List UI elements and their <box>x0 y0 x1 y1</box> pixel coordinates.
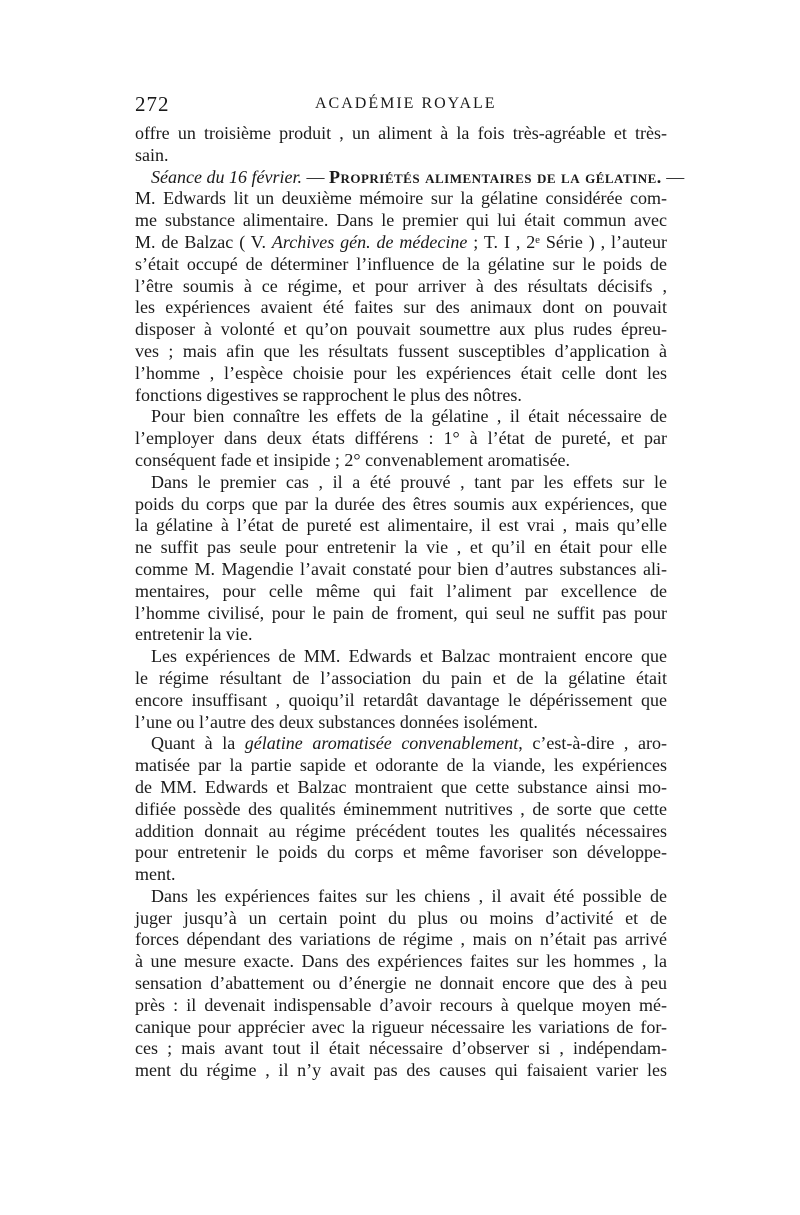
text-line: la gélatine à l’état de pureté est alimentaire, il est vrai , mais qu’elle <box>135 515 667 536</box>
text-segment: — <box>301 166 329 187</box>
text-line: le régime résultant de l’association du pain et de la gélatine était <box>135 667 667 688</box>
text-line: forces dépendant des variations de régime , mais on n’était pas arrivé <box>135 929 667 950</box>
text-line: Dans le premier cas , il a été prouvé , tant par les effets sur le <box>151 471 667 492</box>
text-line: comme M. Magendie l’avait constaté pour bien d’autres substances ali- <box>135 558 667 579</box>
text-line: conséquent fade et insipide ; 2° convenablement aromatisée. <box>135 449 571 470</box>
text-line: l’homme civilisé, pour le pain de froment, qui seul ne suffit pas pour <box>135 602 667 623</box>
text-line: sensation d’abattement ou d’énergie ne donnait encore que des à peu <box>135 973 667 994</box>
body-text <box>135 123 685 1082</box>
text-line: M. Edwards lit un deuxième mémoire sur la gélatine considérée com- <box>135 188 667 209</box>
text-line: ces ; mais avant tout il était nécessaire d’observer si , indépendam- <box>135 1038 667 1059</box>
text-segment: Quant à la <box>151 733 245 754</box>
text-line: difiée possède des qualités éminemment nutritives , de sorte que cette <box>135 798 667 819</box>
text-line: l’homme , l’espèce choisie pour les expériences était celle dont les <box>135 362 667 383</box>
text-line: matisée par la partie sapide et odorante de la viande, les expériences <box>135 755 667 776</box>
text-segment: Archives gén. de médecine <box>271 231 468 252</box>
text-line: ment du régime , il n’y avait pas des causes qui faisaient varier les <box>135 1060 667 1081</box>
page-header <box>135 92 667 122</box>
text-line: canique pour apprécier avec la rigueur nécessaire les variations de for- <box>135 1016 667 1037</box>
text-segment: ; T. I , 2ᵉ Série ) , l’auteur <box>467 231 668 252</box>
text-segment: , c’est-à-dire , aro- <box>518 733 668 754</box>
text-line: l’une ou l’autre des deux substances données isolément. <box>135 711 538 732</box>
text-line: l’être soumis à ce régime, et pour arriver à des résultats décisifs , <box>135 275 667 296</box>
text-segment: Séance du 16 février. <box>151 166 302 187</box>
text-segment: M. de Balzac ( V. <box>135 231 272 252</box>
text-line: poids du corps que par la durée des êtres soumis aux expériences, que <box>135 493 667 514</box>
text-line: juger jusqu’à un certain point du plus ou moins d’activité et de <box>135 907 667 928</box>
text-line: mentaires, pour celle même qui fait l’aliment par excellence de <box>135 580 667 601</box>
text-line: ne suffit pas seule pour entretenir la vie , et qu’il en était pour elle <box>135 537 667 558</box>
text-segment: gélatine aromatisée convenablement <box>244 733 519 754</box>
text-line: offre un troisième produit , un aliment à la fois très-agréable et très- <box>135 123 667 143</box>
text-line <box>135 733 667 755</box>
text-segment: Propriétés alimentaires de la gélatine. <box>328 166 662 187</box>
text-line: sain. <box>135 144 169 165</box>
text-segment: — <box>661 166 685 187</box>
text-line: encore insuffisant , quoiqu’il retardât davantage le dépérissement que <box>135 689 667 710</box>
text-line: addition donnait au régime précédent toutes les qualités nécessaires <box>135 820 667 841</box>
text-line: ment. <box>135 864 176 885</box>
text-line: Pour bien connaître les effets de la gélatine , il était nécessaire de <box>151 406 667 427</box>
text-line <box>135 232 667 254</box>
text-line: fonctions digestives se rapprochent le plus des nôtres. <box>135 384 522 405</box>
text-line <box>135 166 685 189</box>
text-line: l’employer dans deux états différens : 1° à l’état de pureté, et par <box>135 428 667 449</box>
text-line: de MM. Edwards et Balzac montraient que cette substance ainsi mo- <box>135 776 667 797</box>
text-line: ves ; mais afin que les résultats fussent susceptibles d’application à <box>135 340 667 361</box>
text-line: s’était occupé de déterminer l’influence de la gélatine sur le poids de <box>135 253 667 274</box>
text-line: près : il devenait indispensable d’avoir recours à quelque moyen mé- <box>135 994 667 1015</box>
running-head: ACADÉMIE ROYALE <box>315 95 497 112</box>
text-line: à une mesure exacte. Dans des expériences faites sur les hommes , la <box>135 951 667 972</box>
text-line: les expériences avaient été faites sur des animaux dont on pouvait <box>135 297 667 318</box>
page-number: 272 <box>135 92 170 116</box>
text-line: Les expériences de MM. Edwards et Balzac montraient encore que <box>151 646 667 667</box>
text-line: pour entretenir le poids du corps et même favoriser son développe- <box>135 842 667 863</box>
text-line: disposer à volonté et qu’on pouvait soumettre aux plus rudes épreu- <box>135 319 667 340</box>
text-line: me substance alimentaire. Dans le premier qui lui était commun avec <box>135 210 667 231</box>
text-line: Dans les expériences faites sur les chiens , il avait été possible de <box>151 885 667 906</box>
text-line: entretenir la vie. <box>135 624 253 645</box>
